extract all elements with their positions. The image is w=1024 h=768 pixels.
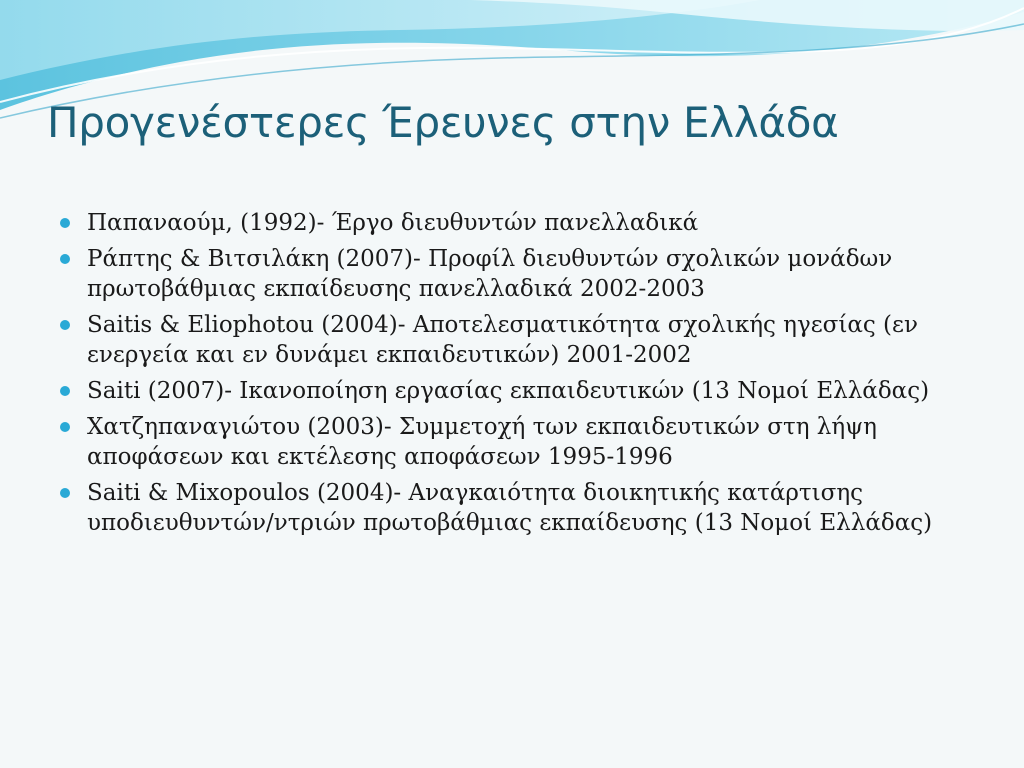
bullet-dot-icon: [60, 254, 70, 264]
bullet-list: [60, 208, 960, 544]
bullet-dot-icon: [60, 218, 70, 228]
bullet-text: Παπαναούμ, (1992)- Έργο διευθυντών πανελλαδικά: [87, 210, 699, 236]
bullet-dot-icon: [60, 320, 70, 330]
bullet-item: [60, 376, 960, 406]
bullet-dot-icon: [60, 386, 70, 396]
slide-title: Προγενέστερες Έρευνες στην Ελλάδα: [47, 98, 839, 147]
bullet-text: Saitis & Eliophotou (2004)- Αποτελεσματικότητα σχολικής ηγεσίας (εν ενεργεία και εν δυνάμει εκπαιδευτικών) 2001-2002: [87, 312, 918, 368]
bullet-item: [60, 310, 960, 370]
bullet-text: Ράπτης & Βιτσιλάκη (2007)- Προφίλ διευθυντών σχολικών μονάδων πρωτοβάθμιας εκπαίδευσης πανελλαδικά 2002-2003: [87, 246, 893, 302]
bullet-item: [60, 412, 960, 472]
bullet-text: Χατζηπαναγιώτου (2003)- Συμμετοχή των εκπαιδευτικών στη λήψη αποφάσεων και εκτέλεσης αποφάσεων 1995-1996: [87, 414, 877, 470]
bullet-item: [60, 244, 960, 304]
bullet-text: Saiti (2007)- Ικανοποίηση εργασίας εκπαιδευτικών (13 Νομοί Ελλάδας): [87, 378, 930, 404]
bullet-dot-icon: [60, 488, 70, 498]
bullet-text: Saiti & Mixopoulos (2004)- Αναγκαιότητα διοικητικής κατάρτισης υποδιευθυντών/ντριών πρωτοβάθμιας εκπαίδευσης (13 Νομοί Ελλάδας): [87, 480, 933, 536]
bullet-item: [60, 208, 960, 238]
bullet-item: [60, 478, 960, 538]
bullet-dot-icon: [60, 422, 70, 432]
